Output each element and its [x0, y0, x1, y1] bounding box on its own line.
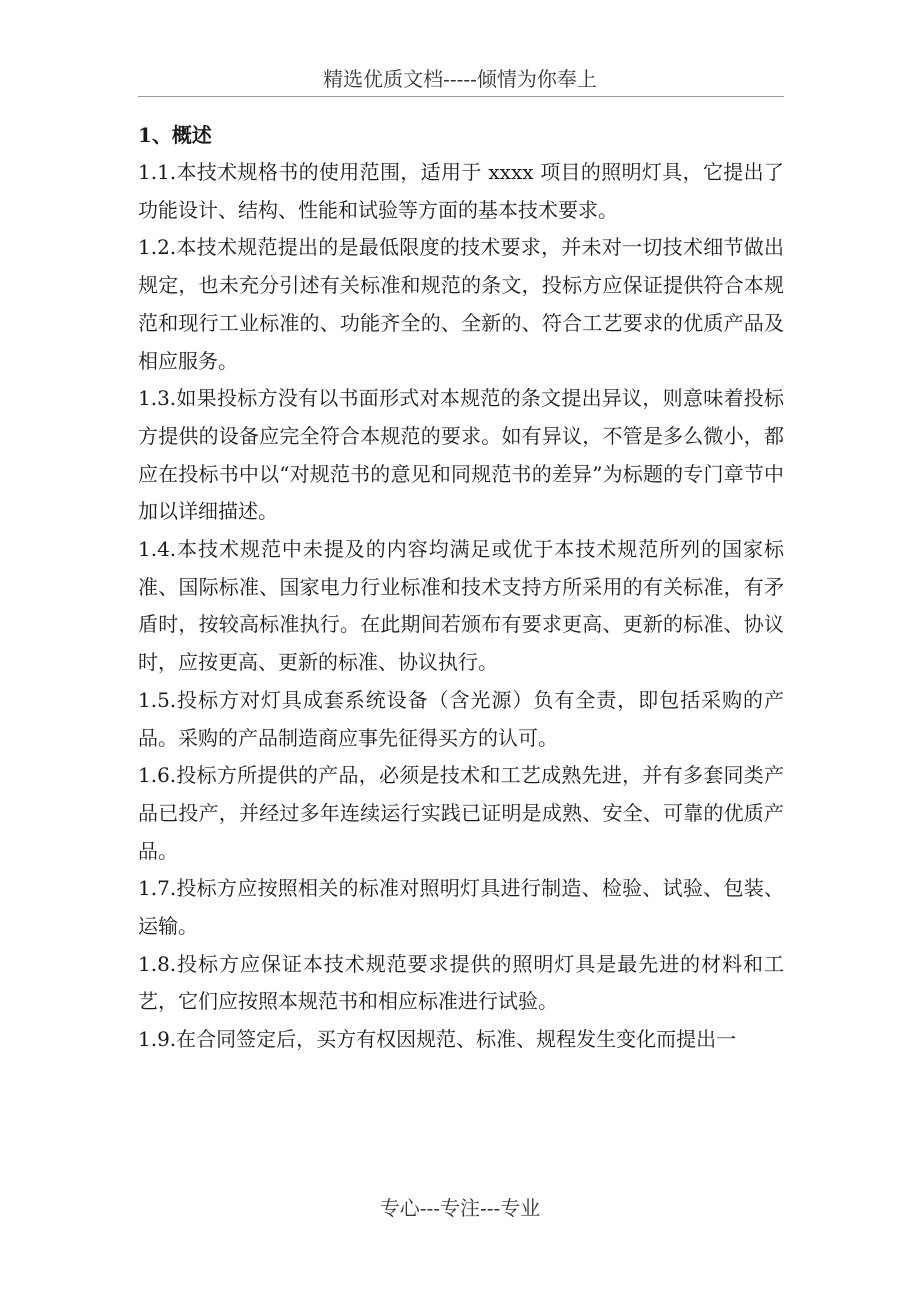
clause-1-7: 1.7.投标方应按照相关的标准对照明灯具进行制造、检验、试验、包装、运输。: [138, 876, 784, 939]
clause-1-4: 1.4.本技术规范中未提及的内容均满足或优于本技术规范所列的国家标准、国际标准、国家电力行业标准和技术支持方所采用的有关标准，有矛盾时，按较高标准执行。在此期间若颁布有要求更高、更新的标准、协议时，应按更高、更新的标准、协议执行。: [138, 537, 784, 675]
clause-1-3: 1.3.如果投标方没有以书面形式对本规范的条文提出异议，则意味着投标方提供的设备应完全符合本规范的要求。如有异议，不管是多么微小，都应在投标书中以“对规范书的意见和同规范书的差异”为标题的专门章节中加以详细描述。: [138, 386, 784, 524]
clause-1-6: 1.6.投标方所提供的产品，必须是技术和工艺成熟先进，并有多套同类产品已投产，并经过多年连续运行实践已证明是成熟、安全、可靠的优质产品。: [138, 763, 784, 863]
clause-1-5: 1.5.投标方对灯具成套系统设备（含光源）负有全责，即包括采购的产品。采购的产品制造商应事先征得买方的认可。: [138, 687, 784, 750]
clause-1-1: 1.1.本技术规格书的使用范围，适用于 xxxx 项目的照明灯具，它提出了功能设计、结构、性能和试验等方面的基本技术要求。: [138, 160, 784, 222]
page-header: 精选优质文档-----倾情为你奉上: [323, 67, 597, 91]
document-body: [138, 117, 784, 1059]
section-title: 1、概述: [138, 123, 212, 147]
clause-1-9: 1.9.在合同签定后，买方有权因规范、标准、规程发生变化而提出一: [138, 1027, 737, 1052]
page-footer: 专心---专注---专业: [379, 1196, 541, 1220]
clause-1-8: 1.8.投标方应保证本技术规范要求提供的照明灯具是最先进的材料和工艺，它们应按照本规范书和相应标准进行试验。: [138, 951, 784, 1014]
header-divider: [138, 96, 784, 97]
clause-1-2: 1.2.本技术规范提出的是最低限度的技术要求，并未对一切技术细节做出规定，也未充分引述有关标准和规范的条文，投标方应保证提供符合本规范和现行工业标准的、功能齐全的、全新的、符合工艺要求的优质产品及相应服务。: [138, 235, 784, 373]
